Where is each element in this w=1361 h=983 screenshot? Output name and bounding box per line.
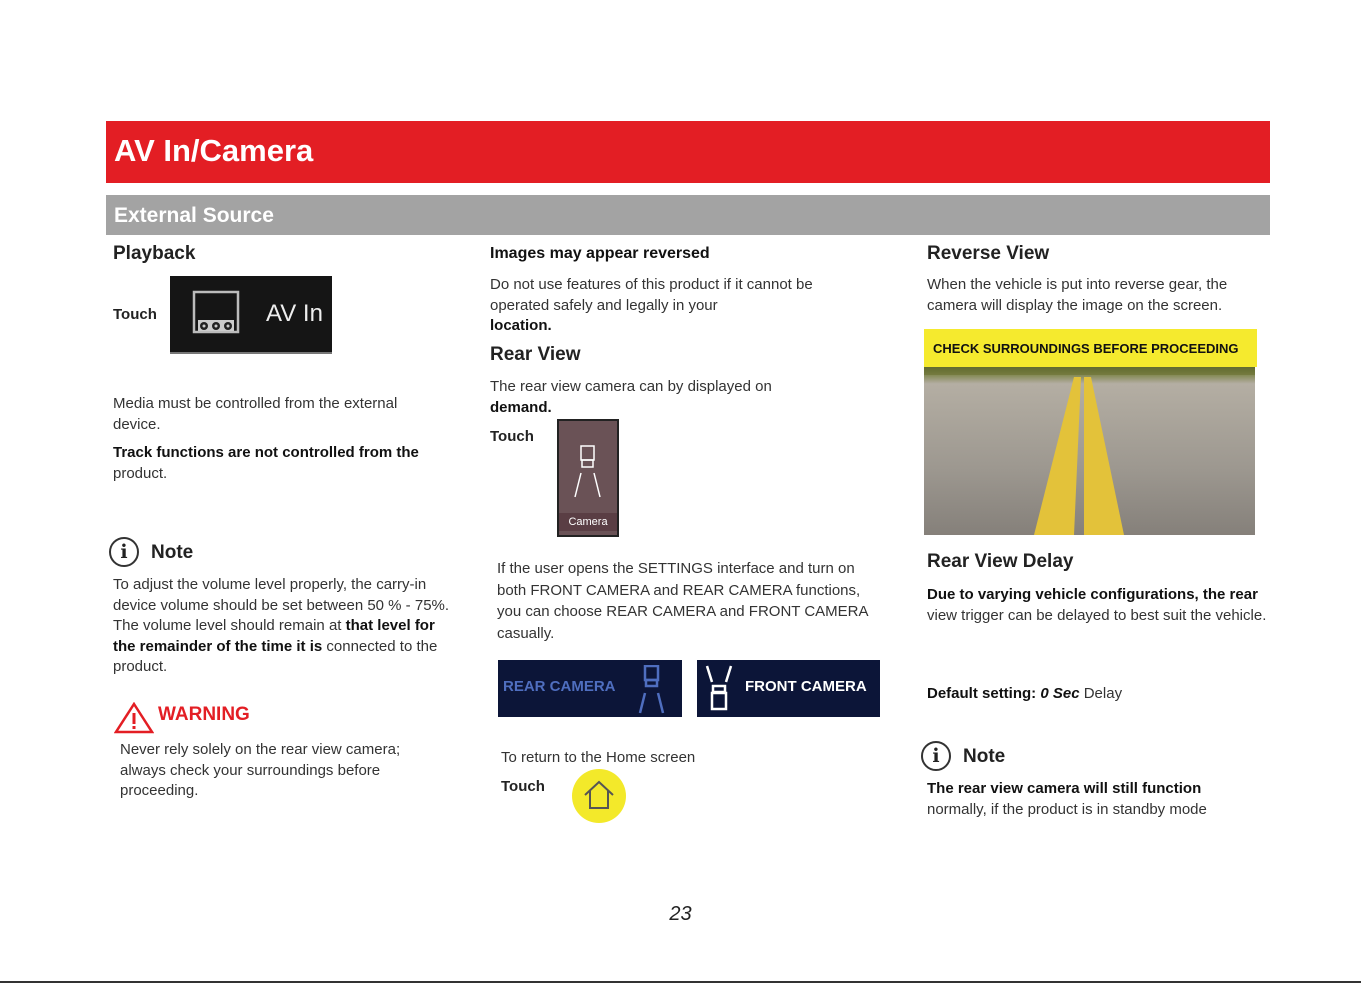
touch-label: Touch [113, 306, 157, 323]
delay-bold: Due to varying vehicle configurations, the rear [927, 586, 1258, 603]
touch-label-camera: Touch [490, 428, 534, 445]
camera-button[interactable] [557, 419, 619, 537]
note-heading-2: Note [963, 746, 1006, 767]
home-button[interactable] [572, 769, 626, 823]
rear-camera-label: REAR CAMERA [503, 678, 616, 695]
av-device-icon [192, 290, 242, 336]
note-bold: that level for the remainder of the time it is [113, 617, 435, 655]
home-text: To return to the Home screen [501, 749, 696, 766]
camera-icon [567, 443, 609, 501]
settings-text: If the user opens the SETTINGS interface and turn on both FRONT CAMERA and REAR CAMERA functions, you can choose REAR CAMERA and FRONT CAMERA casually. [497, 560, 868, 642]
chapter-header [106, 121, 1270, 183]
av-in-button[interactable] [170, 276, 332, 354]
rear-view-bold: demand. [490, 398, 552, 416]
playback-heading: Playback [113, 243, 196, 264]
rear-view-heading: Rear View [490, 344, 581, 365]
track-text [113, 443, 453, 484]
note-text [113, 575, 458, 678]
rear-camera-button[interactable] [498, 660, 682, 717]
default-value: 0 Sec [1040, 685, 1080, 702]
chapter-title: AV In/Camera [114, 133, 314, 168]
section-header [106, 195, 1270, 235]
note-text-2 [927, 779, 1272, 820]
note-bold-2: The rear view camera will still function [927, 780, 1202, 797]
note-rest: connected to the product. [113, 637, 438, 675]
reversed-bold: location. [490, 317, 552, 334]
note-body: To adjust the volume level properly, the carry-in device volume should be set between 50 % - 75%. The volume level should remain at [113, 576, 450, 634]
reversed-body: Do not use features of this product if it cannot be operated safely and legally in your [490, 276, 813, 314]
warning-icon [114, 702, 154, 734]
reverse-view-text: When the vehicle is put into reverse gear, the camera will display the image on the screen. [927, 276, 1228, 314]
rear-view-body: The rear view camera can by displayed on [490, 378, 772, 395]
delay-heading: Rear View Delay [927, 551, 1074, 572]
reversed-text [490, 275, 830, 337]
track-rest: product. [113, 464, 168, 482]
front-camera-button[interactable] [697, 660, 880, 717]
info-icon-2: i [921, 741, 951, 771]
note-heading: Note [151, 542, 194, 563]
media-text: Media must be controlled from the external device. [113, 395, 398, 433]
default-setting [927, 684, 1122, 705]
delay-text [927, 585, 1272, 626]
home-icon [583, 779, 615, 811]
camera-button-label: Camera [559, 513, 617, 531]
front-camera-label: FRONT CAMERA [745, 678, 867, 695]
front-camera-icon [701, 664, 737, 714]
warning-text: Never rely solely on the rear view camera; always check your surroundings before proceeding. [120, 741, 401, 799]
default-unit: Delay [1083, 685, 1123, 702]
warning-banner [924, 329, 1257, 367]
rear-view-text [490, 377, 810, 418]
rear-camera-image [924, 367, 1255, 535]
default-label: Default setting: [927, 685, 1037, 702]
warning-heading: WARNING [158, 704, 250, 725]
reversed-heading: Images may appear reversed [490, 245, 710, 262]
note-rest-2: normally, if the product is in standby mode [927, 800, 1207, 818]
banner-text: CHECK SURROUNDINGS BEFORE PROCEEDING [933, 341, 1239, 356]
page-number: 23 [669, 903, 692, 925]
info-icon: i [109, 537, 139, 567]
av-in-label: AV In [266, 300, 323, 327]
touch-label-home: Touch [501, 778, 545, 795]
section-title: External Source [114, 204, 274, 227]
delay-rest: view trigger can be delayed to best suit the vehicle. [927, 606, 1267, 624]
rear-camera-icon [635, 665, 669, 715]
reverse-view-heading: Reverse View [927, 243, 1050, 264]
road-image [924, 367, 1255, 535]
track-bold: Track functions are not controlled from the [113, 444, 419, 461]
